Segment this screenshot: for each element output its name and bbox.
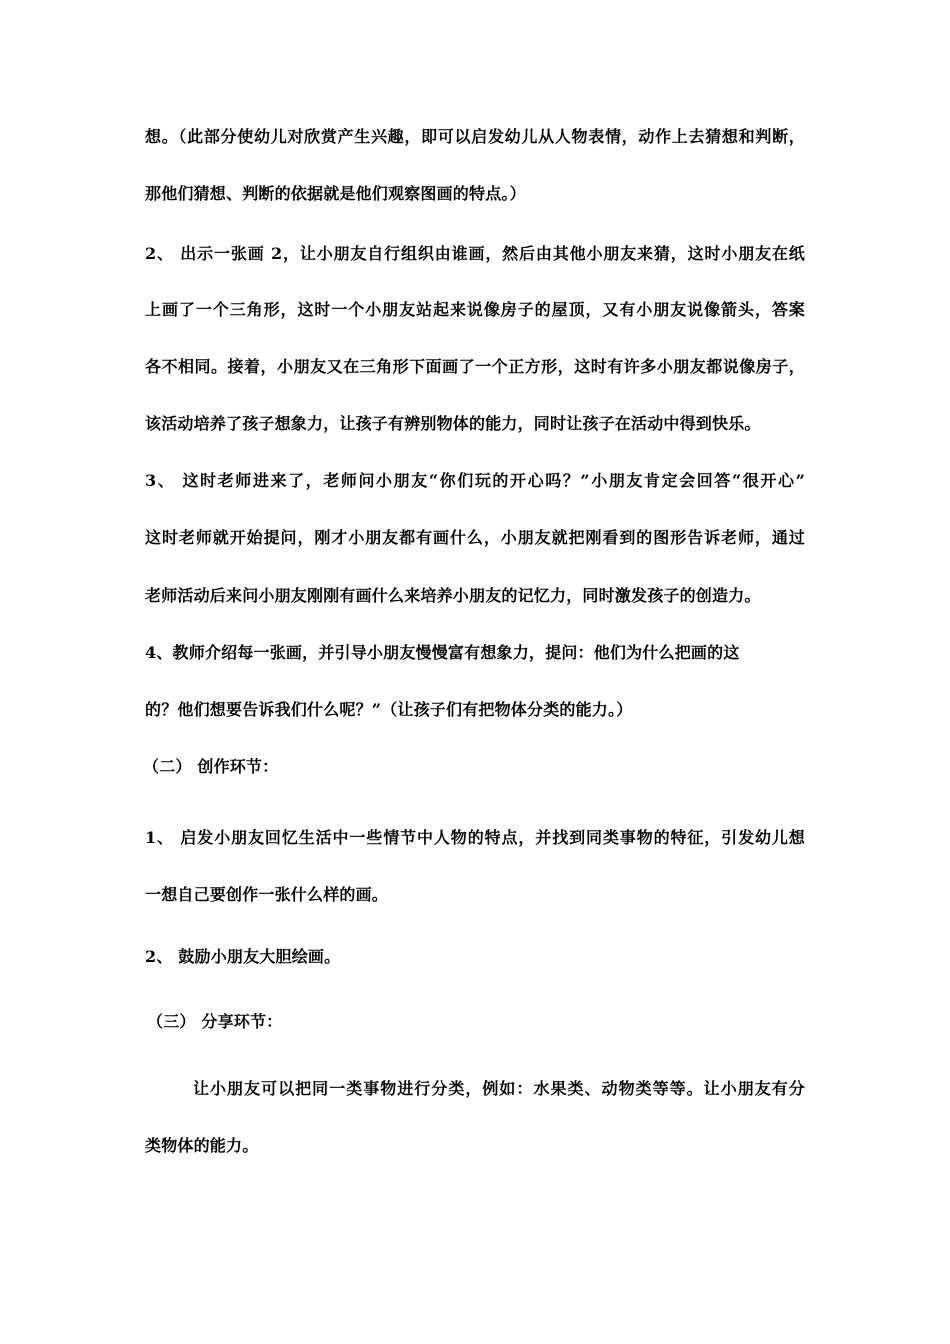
paragraph-line: 那他们猜想、判断的依据就是他们观察图画的特点。） — [145, 184, 526, 203]
list-item-line: 这时老师就开始提问，刚才小朋友都有画什么，小朋友就把刚看到的图形告诉老师，通过 — [145, 528, 805, 547]
list-item-line: 的？他们想要告诉我们什么呢？”（让孩子们有把物体分类的能力。） — [145, 700, 633, 719]
list-item-line: 4、教师介绍每一张画，并引导小朋友慢慢富有想象力，提问：他们为什么把画的这 — [145, 643, 740, 662]
section-heading: （三） 分享环节： — [147, 1012, 283, 1031]
paragraph-line: 类物体的能力。 — [145, 1136, 259, 1155]
list-item-line: 各不相同。接着，小朋友又在三角形下面画了一个正方形，这时有许多小朋友都说像房子， — [145, 357, 805, 376]
section-heading: （二） 创作环节： — [143, 757, 279, 776]
list-item-line: 该活动培养了孩子想象力，让孩子有辨别物体的能力，同时让孩子在活动中得到快乐。 — [145, 414, 761, 433]
list-item-line: 3、 这时老师进来了，老师问小朋友“你们玩的开心吗？”小朋友肯定会回答“很开心” — [145, 471, 805, 490]
list-item-line: 老师活动后来问小朋友刚刚有画什么来培养小朋友的记忆力，同时激发孩子的创造力。 — [145, 586, 761, 605]
list-item-line: 一想自己要创作一张什么样的画。 — [145, 885, 389, 904]
paragraph-line: 想。（此部分使幼儿对欣赏产生兴趣，即可以启发幼儿从人物表情，动作上去猜想和判断， — [145, 127, 805, 146]
list-item-line: 1、 启发小朋友回忆生活中一些情节中人物的特点，并找到同类事物的特征，引发幼儿想 — [145, 828, 805, 847]
list-item-line: 2、 出示一张画 2，让小朋友自行组织由谁画，然后由其他小朋友来猜，这时小朋友在纸 — [145, 244, 805, 263]
list-item-line: 上画了一个三角形，这时一个小朋友站起来说像房子的屋顶，又有小朋友说像箭头，答案 — [145, 300, 805, 319]
paragraph-line: 让小朋友可以把同一类事物进行分类，例如：水果类、动物类等等。让小朋友有分 — [193, 1079, 805, 1098]
list-item-line: 2、 鼓励小朋友大胆绘画。 — [145, 947, 341, 966]
